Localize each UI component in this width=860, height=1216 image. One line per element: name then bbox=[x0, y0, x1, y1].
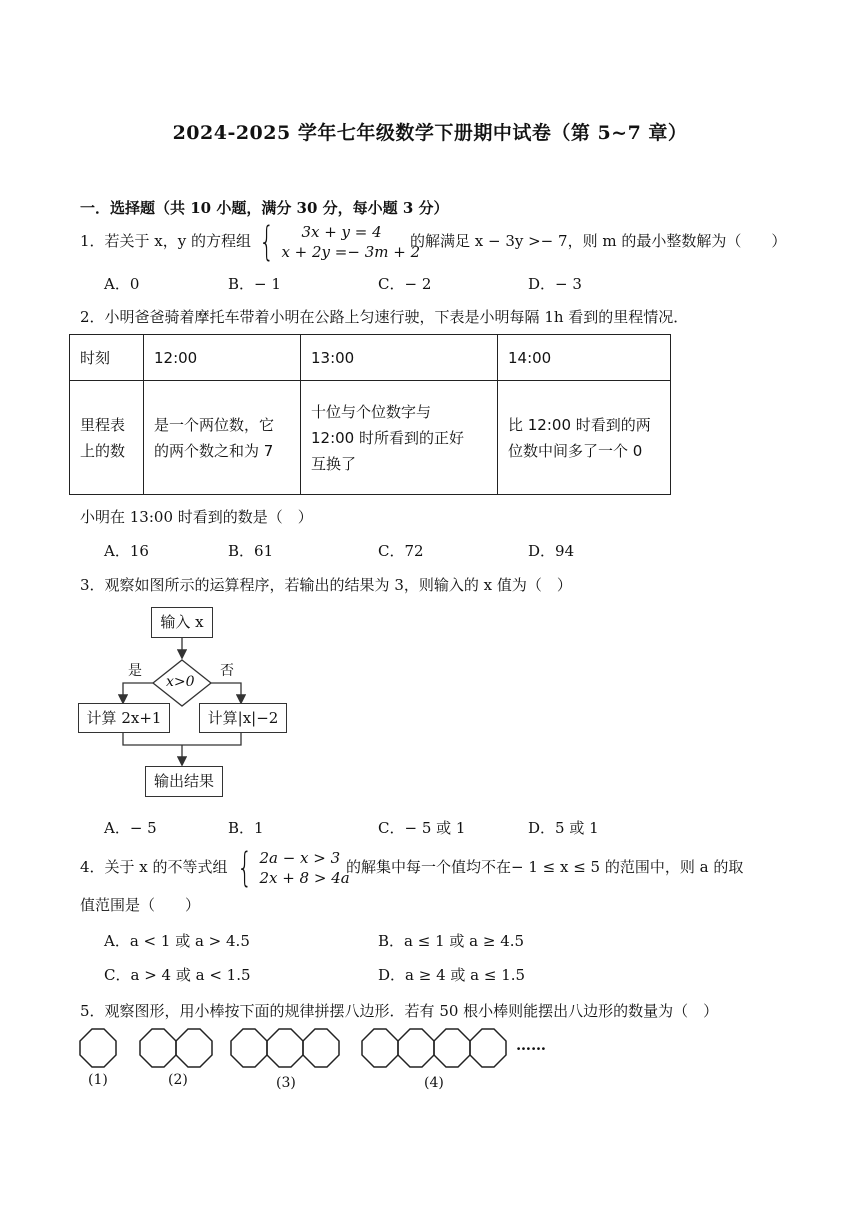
octagon-shape bbox=[303, 1029, 339, 1067]
q1-option-d[interactable]: D．− 3 bbox=[528, 275, 582, 293]
q1-suffix: 的解满足 x − 3y >− 7，则 m 的最小整数解为（ ） bbox=[410, 232, 787, 250]
table-cell-1400: 比 12:00 时看到的两 位数中间多了一个 0 bbox=[498, 381, 671, 495]
figure-label-1: (1) bbox=[88, 1072, 108, 1088]
octagon-shape bbox=[434, 1029, 470, 1067]
q4-prefix: 4．关于 x 的不等式组 bbox=[80, 858, 228, 876]
octagon-shape bbox=[140, 1029, 176, 1067]
arrow-no bbox=[211, 683, 241, 702]
figure-label-2: (2) bbox=[168, 1072, 188, 1088]
octagon-shape bbox=[470, 1029, 506, 1067]
q4-option-b[interactable]: B．a ≤ 1 或 a ≥ 4.5 bbox=[378, 932, 525, 950]
table-header-cell: 13:00 bbox=[301, 335, 498, 381]
table-header-cell: 12:00 bbox=[144, 335, 301, 381]
flow-right-box: 计算|x|−2 bbox=[199, 703, 287, 733]
table-cell-1300: 十位与个位数字与 12:00 时所看到的正好 互换了 bbox=[301, 381, 498, 495]
flow-input-box: 输入 x bbox=[151, 607, 213, 638]
q4-eq1: 2a − x > 3 bbox=[259, 849, 341, 867]
q3-option-c[interactable]: C．− 5 或 1 bbox=[378, 819, 466, 837]
q2-option-a[interactable]: A．16 bbox=[104, 542, 149, 560]
octagon-shape bbox=[362, 1029, 398, 1067]
q5-stem: 5．观察图形，用小棒按下面的规律拼摆八边形．若有 50 根小棒则能摆出八边形的数量为（ ） bbox=[80, 1002, 719, 1020]
q4-eq2: 2x + 8 > 4a bbox=[259, 869, 350, 887]
q1-option-b[interactable]: B．− 1 bbox=[228, 275, 281, 293]
q1-option-c[interactable]: C．− 2 bbox=[378, 275, 432, 293]
q2-option-d[interactable]: D．94 bbox=[528, 542, 575, 560]
figure-label-3: (3) bbox=[276, 1075, 296, 1091]
q3-option-a[interactable]: A．− 5 bbox=[104, 819, 157, 837]
table-header-cell: 时刻 bbox=[70, 335, 144, 381]
octagon-shape bbox=[80, 1029, 116, 1067]
q4-option-a[interactable]: A．a < 1 或 a > 4.5 bbox=[104, 932, 250, 950]
q4-suffix: 的解集中每一个值均不在− 1 ≤ x ≤ 5 的范围中，则 a 的取 bbox=[346, 858, 744, 876]
figure-label-4: (4) bbox=[424, 1075, 444, 1091]
table-header-cell: 14:00 bbox=[498, 335, 671, 381]
octagon-shape bbox=[267, 1029, 303, 1067]
q2-question: 小明在 13:00 时看到的数是（ ） bbox=[80, 508, 313, 526]
q5-ellipsis: …… bbox=[516, 1036, 546, 1054]
flow-condition: x>0 bbox=[166, 674, 195, 690]
section-heading: 一．选择题（共 10 小题，满分 30 分，每小题 3 分） bbox=[80, 199, 449, 217]
q3-stem: 3．观察如图所示的运算程序，若输出的结果为 3，则输入的 x 值为（ ） bbox=[80, 576, 572, 594]
left-brace-icon: { bbox=[259, 219, 275, 265]
q1-option-a[interactable]: A．0 bbox=[104, 275, 140, 293]
flow-left-box: 计算 2x+1 bbox=[78, 703, 170, 733]
q2-stem: 2．小明爸爸骑着摩托车带着小明在公路上匀速行驶，下表是小明每隔 1h 看到的里程情况． bbox=[80, 308, 689, 326]
arrow-yes bbox=[123, 683, 153, 702]
octagon-shape bbox=[398, 1029, 434, 1067]
q4-line2: 值范围是（ ） bbox=[80, 896, 201, 914]
q4-inequality-system bbox=[232, 845, 350, 891]
q2-option-b[interactable]: B．61 bbox=[228, 542, 274, 560]
table-cell-1200: 是一个两位数，它 的两个数之和为 7 bbox=[144, 381, 301, 495]
flow-yes-label: 是 bbox=[128, 663, 142, 679]
flow-no-label: 否 bbox=[220, 663, 234, 679]
q1-eq2: x + 2y =− 3m + 2 bbox=[281, 243, 421, 261]
q4-option-c[interactable]: C．a > 4 或 a < 1.5 bbox=[104, 966, 251, 984]
q3-option-d[interactable]: D．5 或 1 bbox=[528, 819, 599, 837]
q4-option-d[interactable]: D．a ≥ 4 或 a ≤ 1.5 bbox=[378, 966, 526, 984]
q1-prefix: 1．若关于 x，y 的方程组 bbox=[80, 232, 252, 250]
q3-option-b[interactable]: B．1 bbox=[228, 819, 264, 837]
page-title: 2024-2025 学年七年级数学下册期中试卷（第 5~7 章） bbox=[172, 122, 688, 144]
q2-option-c[interactable]: C．72 bbox=[378, 542, 424, 560]
q1-eq1: 3x + y = 4 bbox=[301, 223, 382, 241]
octagon-shape bbox=[231, 1029, 267, 1067]
table-cell-row-label: 里程表 上的数 bbox=[70, 381, 144, 495]
flow-output-box: 输出结果 bbox=[145, 766, 223, 797]
left-brace-icon: { bbox=[237, 845, 253, 891]
merge-line bbox=[123, 732, 241, 745]
octagon-shape bbox=[176, 1029, 212, 1067]
